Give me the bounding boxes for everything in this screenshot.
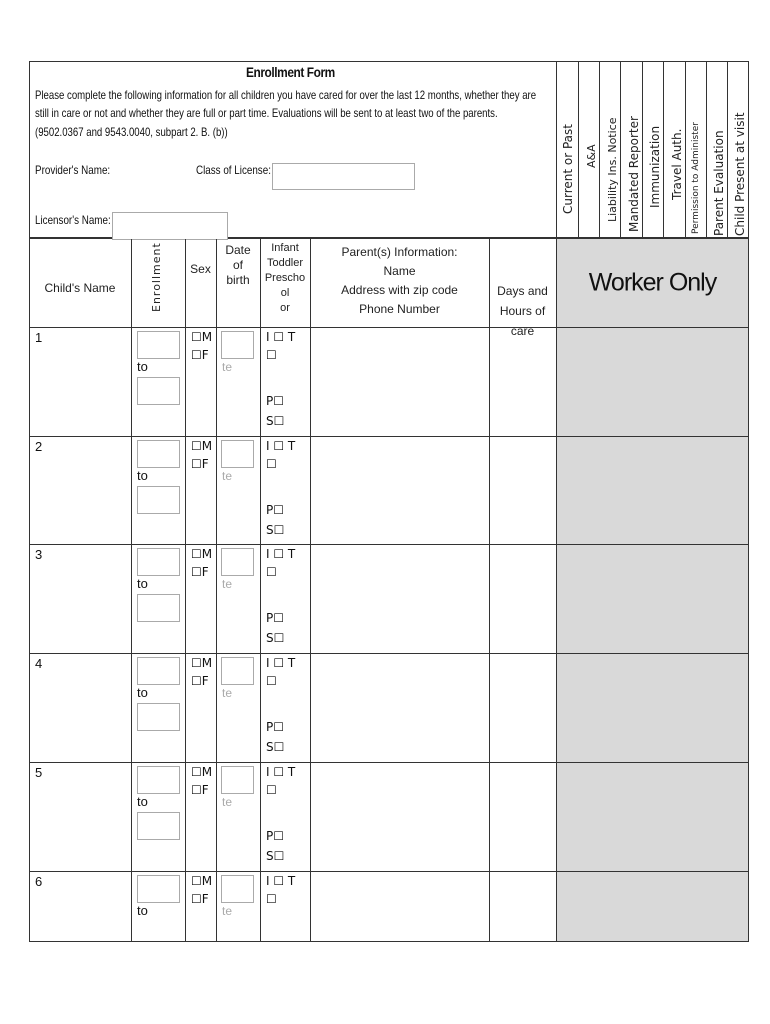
age-preschool-checkbox[interactable]: P☐	[266, 394, 284, 408]
worker-col-immunization: Immunization	[648, 125, 662, 208]
sex-female-checkbox[interactable]: ☐F	[191, 348, 209, 362]
days-line-3: care	[510, 324, 535, 338]
instructions-line-1: Please complete the following information for all children you have cared for over the last 12 months, whether they are	[35, 88, 537, 102]
worker-col-liability: Liability Ins. Notice	[606, 117, 619, 222]
row-number: 4	[35, 656, 43, 671]
col-age-group	[260, 241, 310, 314]
date-of-birth-hint: te	[222, 577, 233, 591]
age-line-2: Toddler	[266, 257, 304, 269]
date-of-birth-field[interactable]	[221, 657, 254, 685]
worker-row-shade	[557, 545, 748, 654]
age-toddler-checkbox[interactable]: ☐	[266, 457, 277, 471]
enrollment-end-field[interactable]	[137, 377, 180, 405]
col-childs-name: Child's Name	[44, 281, 116, 295]
sex-male-checkbox[interactable]: ☐M	[191, 547, 213, 561]
parent-line-4: Phone Number	[359, 302, 440, 316]
instructions-line-2: still in care or not and whether they are full or part time. Evaluations will be sent to at least two of the parents.	[35, 106, 498, 120]
sex-female-checkbox[interactable]: ☐F	[191, 783, 209, 797]
date-of-birth-hint: te	[222, 795, 233, 809]
age-toddler-checkbox[interactable]: ☐	[266, 892, 277, 906]
age-toddler-checkbox[interactable]: ☐	[266, 783, 277, 797]
enrollment-end-field[interactable]	[137, 594, 180, 622]
worker-col-current-or-past: Current or Past	[561, 124, 575, 214]
age-preschool-checkbox[interactable]: P☐	[266, 611, 284, 625]
date-of-birth-field[interactable]	[221, 548, 254, 576]
worker-row-shade	[557, 763, 748, 872]
worker-col-permission: Permission to Administer	[691, 122, 701, 234]
col-sex: Sex	[190, 262, 211, 276]
sex-female-checkbox[interactable]: ☐F	[191, 674, 209, 688]
date-of-birth-hint: te	[222, 469, 233, 483]
enrollment-start-field[interactable]	[137, 766, 180, 794]
age-preschool-checkbox[interactable]: P☐	[266, 829, 284, 843]
class-of-license-field[interactable]	[272, 163, 415, 190]
date-of-birth-field[interactable]	[221, 331, 254, 359]
date-of-birth-hint: te	[222, 360, 233, 374]
age-toddler-checkbox[interactable]: ☐	[266, 348, 277, 362]
date-of-birth-hint: te	[222, 686, 233, 700]
date-of-birth-field[interactable]	[221, 875, 254, 903]
date-of-birth-field[interactable]	[221, 440, 254, 468]
age-school-checkbox[interactable]: S☐	[266, 414, 285, 428]
age-infant-toddler-checkbox[interactable]: I ☐ T	[266, 547, 296, 561]
age-school-checkbox[interactable]: S☐	[266, 849, 285, 863]
licensor-name-field[interactable]	[112, 212, 228, 240]
sex-male-checkbox[interactable]: ☐M	[191, 439, 213, 453]
col-parent-info	[310, 242, 489, 318]
row-number: 1	[35, 330, 43, 345]
age-line-5: or	[280, 302, 290, 314]
enrollment-start-field[interactable]	[137, 331, 180, 359]
enrollment-to-label: to	[137, 359, 148, 374]
sex-male-checkbox[interactable]: ☐M	[191, 874, 213, 888]
worker-col-a-and-a: A&A	[585, 144, 598, 168]
enrollment-to-label: to	[137, 576, 148, 591]
worker-col-mandated-reporter: Mandated Reporter	[627, 116, 641, 232]
date-of-birth-field[interactable]	[221, 766, 254, 794]
age-toddler-checkbox[interactable]: ☐	[266, 674, 277, 688]
age-line-4: ol	[280, 287, 290, 299]
age-infant-toddler-checkbox[interactable]: I ☐ T	[266, 874, 296, 888]
age-infant-toddler-checkbox[interactable]: I ☐ T	[266, 765, 296, 779]
row-number: 6	[35, 874, 43, 889]
date-of-birth-hint: te	[222, 904, 233, 918]
age-preschool-checkbox[interactable]: P☐	[266, 503, 284, 517]
sex-female-checkbox[interactable]: ☐F	[191, 565, 209, 579]
row-number: 2	[35, 439, 43, 454]
provider-name-label: Provider's Name:	[35, 163, 111, 177]
sex-male-checkbox[interactable]: ☐M	[191, 765, 213, 779]
row-number: 5	[35, 765, 43, 780]
worker-row-shade	[557, 654, 748, 763]
age-line-1: Infant	[271, 242, 299, 254]
worker-col-child-present: Child Present at visit	[733, 112, 747, 236]
enrollment-end-field[interactable]	[137, 703, 180, 731]
enrollment-start-field[interactable]	[137, 657, 180, 685]
age-school-checkbox[interactable]: S☐	[266, 523, 285, 537]
sex-female-checkbox[interactable]: ☐F	[191, 457, 209, 471]
col-days-hours	[489, 281, 556, 338]
parent-line-2: Name	[383, 264, 416, 278]
age-infant-toddler-checkbox[interactable]: I ☐ T	[266, 330, 296, 344]
enrollment-start-field[interactable]	[137, 548, 180, 576]
worker-row-shade	[557, 437, 748, 545]
enrollment-end-field[interactable]	[137, 486, 180, 514]
dob-line-2: of	[232, 258, 243, 272]
worker-row-shade	[557, 872, 748, 941]
age-toddler-checkbox[interactable]: ☐	[266, 565, 277, 579]
licensor-name-label: Licensor's Name:	[35, 213, 111, 227]
col-date-of-birth	[216, 243, 260, 288]
worker-row-shade	[557, 328, 748, 437]
sex-female-checkbox[interactable]: ☐F	[191, 892, 209, 906]
instructions-line-3: (9502.0367 and 9543.0040, subpart 2. B. (b))	[35, 125, 228, 139]
worker-col-parent-evaluation: Parent Evaluation	[712, 130, 726, 236]
row-number: 3	[35, 547, 43, 562]
col-enrollment: Enrollment	[150, 242, 163, 312]
sex-male-checkbox[interactable]: ☐M	[191, 656, 213, 670]
enrollment-start-field[interactable]	[137, 875, 180, 903]
enrollment-to-label: to	[137, 794, 148, 809]
age-preschool-checkbox[interactable]: P☐	[266, 720, 284, 734]
enrollment-end-field[interactable]	[137, 812, 180, 840]
dob-line-1: Date	[225, 243, 251, 257]
enrollment-start-field[interactable]	[137, 440, 180, 468]
parent-line-3: Address with zip code	[341, 283, 458, 297]
class-of-license-label: Class of License:	[196, 163, 271, 177]
enrollment-to-label: to	[137, 685, 148, 700]
parent-line-1: Parent(s) Information:	[341, 245, 458, 259]
days-line-1: Days and	[497, 284, 548, 298]
days-line-2: Hours of	[499, 304, 546, 318]
dob-line-3: birth	[226, 273, 250, 287]
worker-col-travel-auth: Travel Auth.	[670, 128, 684, 200]
age-infant-toddler-checkbox[interactable]: I ☐ T	[266, 656, 296, 670]
age-line-3: Prescho	[264, 272, 306, 284]
age-school-checkbox[interactable]: S☐	[266, 740, 285, 754]
age-infant-toddler-checkbox[interactable]: I ☐ T	[266, 439, 296, 453]
worker-only-label: Worker Only	[588, 268, 717, 297]
enrollment-to-label: to	[137, 468, 148, 483]
form-title: Enrollment Form	[246, 64, 335, 80]
sex-male-checkbox[interactable]: ☐M	[191, 330, 213, 344]
age-school-checkbox[interactable]: S☐	[266, 631, 285, 645]
enrollment-to-label: to	[137, 903, 148, 918]
